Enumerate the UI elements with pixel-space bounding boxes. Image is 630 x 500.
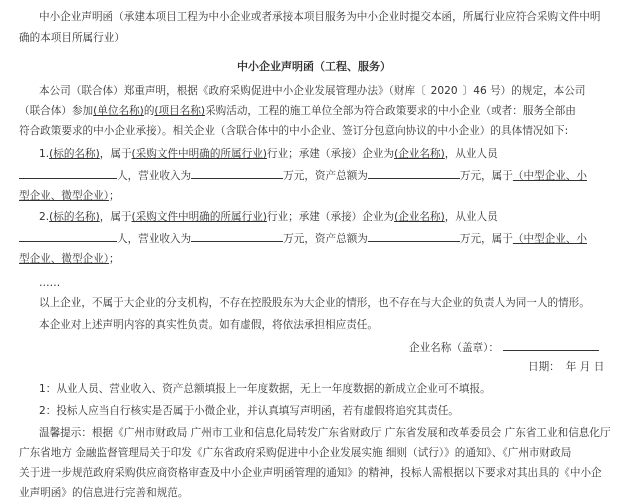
note-1: 1：从业人员、营业收入、资产总额填报上一年度数据，无上一年度数据的新成立企业可不填报。 <box>39 383 491 395</box>
tip-line-4: 业声明函》的信息进行完善和规范。 <box>19 487 189 499</box>
item-2-text: 万元，属于 <box>459 233 513 245</box>
item-2-text: ； <box>109 253 120 265</box>
item-1-line-3 <box>19 189 120 203</box>
para1-line-1 <box>39 84 585 98</box>
tip-line-2: 广东省地方 金融监督管理局关于印发《广东省政府采购促进中小企业发展实施 细则（试行）》的通知》、《广州市财政局 <box>19 447 572 459</box>
ellipsis: …… <box>39 277 61 289</box>
item-2-line-3 <box>19 252 120 266</box>
para1-line-2 <box>19 104 576 118</box>
note-2: 2：投标人应当自行核实是否属于小微企业，并认真填写声明函，若有虚假将追究其责任。 <box>39 405 459 417</box>
item-1-size-class: （中型企业、小 <box>512 170 588 182</box>
item-1-size-class-cont: 型企业、微型企业） <box>19 190 110 202</box>
item-2-number: 2. <box>39 211 50 223</box>
tip-line-1: 温馨提示：根据《广州市财政局 广州市工业和信息化局转发广东省财政厅 广东省发展和改革委员会 广东省工业和信息化厅 <box>39 427 611 439</box>
para1-text-a: 本公司（联合体）郑重声明，根据《政府采购促进中小企业发展管理办法》（财库〔 <box>39 85 426 97</box>
item-1-line-2 <box>19 168 587 183</box>
item-2-line-2 <box>19 231 587 246</box>
item-2-text: 万元，资产总额为 <box>283 233 368 245</box>
item-1-text: 万元，属于 <box>459 170 513 182</box>
item-2-industry: (采购文件中明确的所属行业) <box>131 211 267 223</box>
item-2-size-class-cont: 型企业、微型企业） <box>19 253 110 265</box>
para3: 本企业对上述声明内容的真实性负责。如有虚假，将依法承担相应责任。 <box>39 319 378 331</box>
date-label: 日期： <box>528 361 560 373</box>
item-1-number: 1. <box>39 148 50 160</box>
tip-line-3: 关于进一步规范政府采购供应商资格审查及中小企业声明函管理的通知》的精神，投标人需根据以下要求对其出具的《中小企 <box>19 467 602 479</box>
decree-year: 2020 <box>430 85 458 97</box>
signature-line <box>409 340 599 355</box>
item-2-text: ，属于 <box>99 211 132 223</box>
item-2-revenue-blank <box>191 231 283 242</box>
para2: 以上企业，不属于大企业的分支机构，不存在控股股东为大企业的情形，也不存在与大企业的负责人为同一人的情形。 <box>39 297 590 309</box>
document-title: 中小企业声明函（工程、服务） <box>237 60 391 73</box>
item-1-assets-blank <box>368 168 460 179</box>
item-1-company-name: (企业名称) <box>394 148 445 160</box>
sign-blank <box>503 340 599 351</box>
para1-text-c: （联合体）参加 <box>19 105 94 117</box>
para1-text-b: 〕46 号）的规定，本公司 <box>462 85 586 97</box>
item-2-text: ，从业人员 <box>444 211 498 223</box>
item-2-company-name: (企业名称) <box>394 211 445 223</box>
intro-line-1: 中小企业声明函（承建本项目工程为中小企业或者承接本项目服务为中小企业时提交本函，所属行业应符合采购文件中明 <box>39 11 601 23</box>
unit-name-field: (单位名称) <box>93 105 144 117</box>
item-1-revenue-blank <box>191 168 283 179</box>
item-1-subject-name: (标的名称) <box>49 148 100 160</box>
date-line <box>528 360 604 374</box>
item-1-text: ，从业人员 <box>444 148 498 160</box>
para1-line-3: 符合政策要求的中小企业承接）。相关企业（含联合体中的中小企业、签订分包意向协议的中小企业）的具体情况如下: <box>19 125 569 137</box>
item-2-text: 人，营业收入为 <box>117 233 192 245</box>
item-2-subject-name: (标的名称) <box>49 211 100 223</box>
para1-text-e: 采购活动，工程的施工单位全部为符合政策要求的中小企业（或者：服务全部由 <box>205 105 576 117</box>
item-2-assets-blank <box>368 231 460 242</box>
item-1-line-1 <box>39 147 498 161</box>
item-1-employees-blank <box>19 168 117 179</box>
item-1-text: 万元，资产总额为 <box>283 170 368 182</box>
date-format: 年 月 日 <box>565 361 605 373</box>
sign-label: 企业名称（盖章）： <box>409 342 500 354</box>
item-1-industry: (采购文件中明确的所属行业) <box>131 148 267 160</box>
para1-text-d: 的 <box>143 105 155 117</box>
item-2-text: 行业；承建（承接）企业为 <box>266 211 395 223</box>
project-name-field: (项目名称) <box>154 105 206 117</box>
item-2-line-1 <box>39 210 498 224</box>
item-1-text: ，属于 <box>99 148 132 160</box>
item-1-text: ； <box>109 190 120 202</box>
item-2-size-class: （中型企业、小 <box>512 233 588 245</box>
item-2-employees-blank <box>19 231 117 242</box>
item-1-text: 行业；承建（承接）企业为 <box>266 148 395 160</box>
intro-line-2: 确的本项目所属行业） <box>19 32 125 44</box>
item-1-text: 人，营业收入为 <box>117 170 192 182</box>
